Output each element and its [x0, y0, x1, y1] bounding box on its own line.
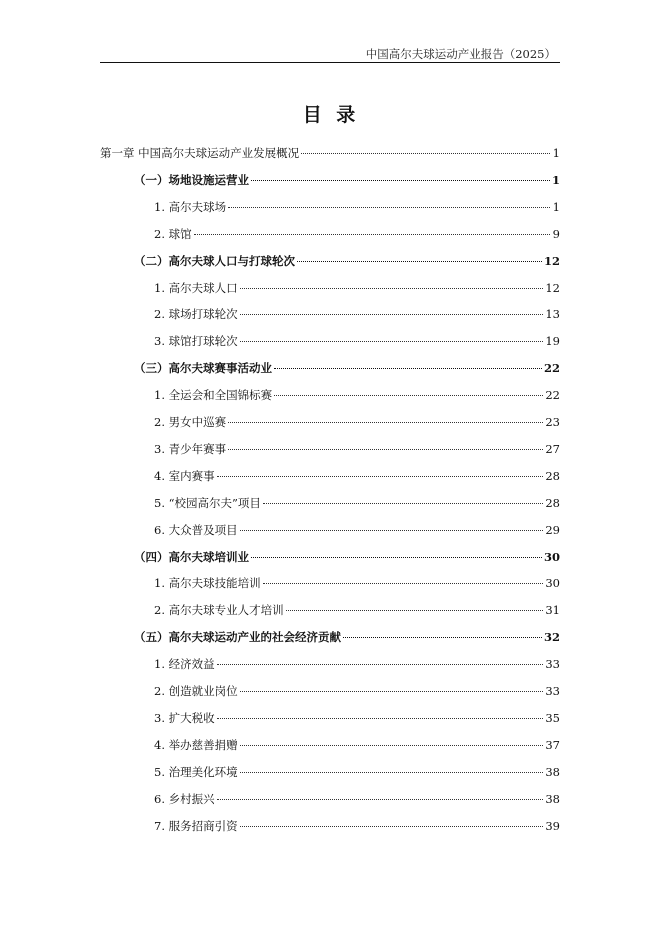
- toc-entry-page-number: 35: [545, 710, 560, 725]
- toc-subsection-entry[interactable]: [100, 275, 560, 301]
- dot-leader: [240, 340, 544, 342]
- toc-entry-label: （一）场地设施运营业: [134, 172, 249, 187]
- toc-entry-page-number: 28: [545, 495, 560, 510]
- toc-subsection-entry[interactable]: [100, 813, 560, 839]
- dot-leader: [343, 636, 542, 638]
- toc-subsection-entry[interactable]: [100, 301, 560, 327]
- dot-leader: [251, 556, 542, 558]
- toc-entry-label: 第一章 中国高尔夫球运动产业发展概况: [100, 146, 300, 160]
- dot-leader: [240, 529, 544, 531]
- toc-section-entry[interactable]: [100, 167, 560, 193]
- toc-entry-label: 6. 大众普及项目: [154, 522, 238, 537]
- toc-entry-page-number: 22: [543, 361, 560, 376]
- toc-subsection-entry[interactable]: [100, 409, 560, 435]
- dot-leader: [297, 260, 542, 262]
- toc-entry-page-number: 38: [545, 764, 560, 779]
- dot-leader: [228, 448, 543, 450]
- toc-entry-page-number: 12: [543, 253, 560, 268]
- toc-entry-label: 2. 球馆: [154, 226, 192, 241]
- toc-entry-label: 7. 服务招商引资: [154, 818, 238, 833]
- toc-subsection-entry[interactable]: [100, 382, 560, 408]
- toc-entry-page-number: 29: [545, 522, 560, 537]
- dot-leader: [263, 582, 544, 584]
- toc-entry-page-number: 37: [545, 737, 560, 752]
- toc-chapter-entry[interactable]: [100, 140, 560, 166]
- dot-leader: [240, 287, 544, 289]
- toc-entry-label: 3. 青少年赛事: [154, 441, 227, 456]
- toc-subsection-entry[interactable]: [100, 678, 560, 704]
- toc-section-entry[interactable]: [100, 355, 560, 381]
- toc-entry-label: （四）高尔夫球培训业: [134, 549, 249, 564]
- running-header-title: 中国高尔夫球运动产业报告（2025）: [365, 47, 556, 61]
- toc-entry-label: 1. 高尔夫球场: [154, 199, 227, 214]
- toc-entry-label: 4. 举办慈善捐赠: [154, 737, 238, 752]
- toc-section-entry[interactable]: [100, 248, 560, 274]
- toc-entry-page-number: 13: [545, 307, 560, 322]
- toc-entry-label: 2. 男女中巡赛: [154, 415, 227, 429]
- toc-entry-label: 3. 扩大税收: [154, 710, 215, 725]
- dot-leader: [217, 475, 544, 477]
- toc-entry-label: 2. 创造就业岗位: [154, 684, 238, 698]
- toc-entry-page-number: 19: [545, 334, 560, 349]
- dot-leader: [301, 152, 550, 154]
- toc-subsection-entry[interactable]: [100, 732, 560, 758]
- toc-subsection-entry[interactable]: [100, 463, 560, 489]
- dot-leader: [194, 233, 550, 235]
- toc-entry-page-number: 32: [543, 630, 560, 645]
- toc-subsection-entry[interactable]: [100, 436, 560, 462]
- toc-entry-label: 1. 全运会和全国锦标赛: [154, 388, 273, 403]
- toc-subsection-entry[interactable]: [100, 786, 560, 812]
- toc-entry-page-number: 1: [551, 172, 560, 187]
- dot-leader: [228, 421, 543, 423]
- toc-subsection-entry[interactable]: [100, 221, 560, 247]
- toc-subsection-entry[interactable]: [100, 328, 560, 354]
- toc-entry-label: 1. 高尔夫球人口: [154, 280, 238, 295]
- dot-leader: [240, 744, 544, 746]
- toc-entry-page-number: 39: [545, 818, 560, 833]
- toc-entry-page-number: 33: [545, 684, 560, 698]
- toc-entry-label: （五）高尔夫球运动产业的社会经济贡献: [134, 630, 341, 645]
- toc-entry-label: 5. 治理美化环境: [154, 764, 238, 779]
- toc-entry-page-number: 31: [545, 603, 560, 618]
- toc-subsection-entry[interactable]: [100, 517, 560, 543]
- toc-entry-page-number: 23: [545, 415, 560, 429]
- dot-leader: [274, 367, 542, 369]
- dot-leader: [217, 663, 544, 665]
- toc-entry-label: 2. 高尔夫球专业人才培训: [154, 603, 284, 618]
- toc-subsection-entry[interactable]: [100, 194, 560, 220]
- toc-entry-page-number: 12: [545, 280, 560, 295]
- toc-entry-label: 2. 球场打球轮次: [154, 307, 238, 322]
- toc-subsection-entry[interactable]: [100, 705, 560, 731]
- toc-entry-label: 1. 高尔夫球技能培训: [154, 576, 261, 591]
- running-header: [100, 44, 560, 63]
- toc-entry-page-number: 30: [545, 576, 560, 591]
- dot-leader: [217, 798, 544, 800]
- toc-entry-page-number: 28: [545, 468, 560, 483]
- toc-entry-label: 4. 室内赛事: [154, 468, 215, 483]
- toc-entry-page-number: 1: [552, 146, 560, 160]
- toc-title: 目 录: [302, 104, 360, 126]
- toc-entry-label: （三）高尔夫球赛事活动业: [134, 361, 272, 376]
- dot-leader: [228, 206, 550, 208]
- dot-leader: [251, 179, 550, 181]
- toc-entry-page-number: 33: [545, 657, 560, 672]
- dot-leader: [240, 825, 544, 827]
- toc-section-entry[interactable]: [100, 624, 560, 650]
- toc-section-entry[interactable]: [100, 544, 560, 570]
- toc-entry-page-number: 27: [545, 441, 560, 456]
- toc-entry-label: 6. 乡村振兴: [154, 791, 215, 806]
- dot-leader: [240, 771, 544, 773]
- dot-leader: [263, 502, 543, 504]
- toc-entry-page-number: 30: [543, 549, 560, 564]
- toc-subsection-entry[interactable]: [100, 651, 560, 677]
- toc-entry-page-number: 38: [545, 791, 560, 806]
- dot-leader: [240, 313, 544, 315]
- toc-subsection-entry[interactable]: [100, 759, 560, 785]
- toc-entry-page-number: 22: [545, 388, 560, 403]
- toc-subsection-entry[interactable]: [100, 597, 560, 623]
- toc-entry-page-number: 9: [552, 226, 560, 241]
- toc-subsection-entry[interactable]: [100, 490, 560, 516]
- dot-leader: [240, 690, 544, 692]
- dot-leader: [217, 717, 544, 719]
- dot-leader: [286, 609, 544, 611]
- dot-leader: [274, 394, 543, 396]
- toc-subsection-entry[interactable]: [100, 570, 560, 596]
- toc-entry-label: （二）高尔夫球人口与打球轮次: [134, 253, 295, 268]
- toc-entry-label: 1. 经济效益: [154, 657, 215, 672]
- toc-entry-page-number: 1: [552, 199, 560, 214]
- toc-entry-label: 5. “校园高尔夫”项目: [154, 495, 261, 510]
- toc-entry-label: 3. 球馆打球轮次: [154, 334, 238, 349]
